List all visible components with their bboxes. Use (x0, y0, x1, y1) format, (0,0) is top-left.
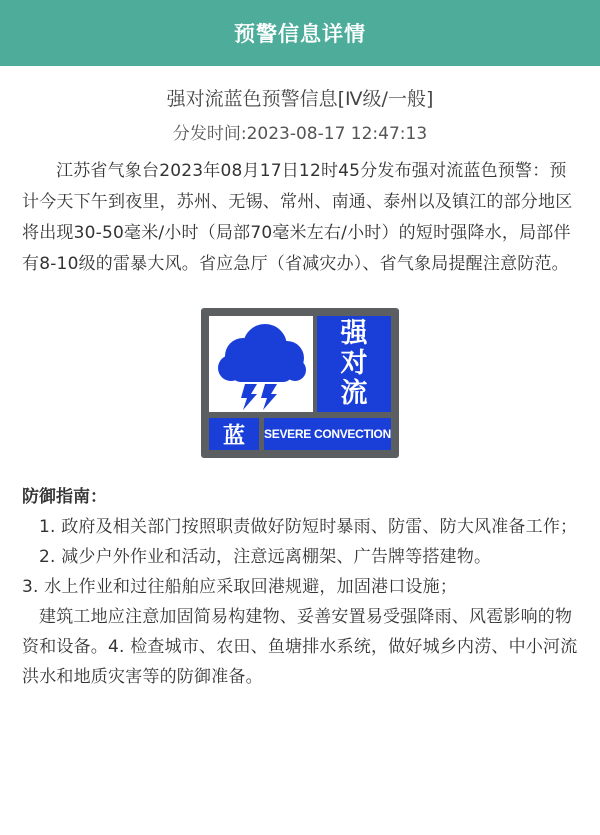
guide-body (22, 512, 578, 692)
page-header (0, 0, 600, 66)
sign-char-3: 流 (340, 378, 368, 409)
guide-heading: 防御指南： (22, 487, 107, 507)
guide-item: 2. 减少户外作业和活动，注意远离棚架、广告牌等搭建物。 (39, 547, 492, 567)
warning-body: 江苏省气象台2023年08月17日12时45分发布强对流蓝色预警：预计今天下午到夜里，苏州、无锡、常州、南通、泰州以及镇江的部分地区将出现30-50毫米/小时（局部70毫米左右/小时）的短时强降水，局部伴有8-10级的雷暴大风。省应急厅（省减灾办）、省气象局提醒注意防范。 (22, 161, 573, 274)
publish-time: 分发时间:2023-08-17 12:47:13 (172, 124, 428, 144)
guide-item: 1. 政府及相关部门按照职责做好防短时暴雨、防雷、防大风准备工作； (39, 517, 578, 537)
guide-item: 建筑工地应注意加固简易构建物、妥善安置易受强降雨、风雹影响的物资和设备。4. 检查城市、农田、鱼塘排水系统，做好城乡内涝、中小河流洪水和地质灾害等的防御准备。 (22, 607, 578, 687)
warning-sign-container (0, 308, 600, 458)
thunderstorm-cloud-icon (209, 316, 313, 412)
warning-sign (201, 308, 399, 458)
sign-english-label: SEVERE CONVECTION (264, 418, 391, 450)
warning-title: 强对流蓝色预警信息[Ⅳ级/一般] (166, 88, 434, 110)
sign-char-1: 强 (340, 318, 368, 349)
sign-level-label: 蓝 (209, 418, 259, 450)
sign-chinese-label (317, 316, 391, 412)
page-title: 预警信息详情 (234, 22, 366, 46)
warning-content (0, 86, 600, 692)
sign-char-2: 对 (340, 348, 368, 379)
guide-item: 3. 水上作业和过往船舶应采取回港规避，加固港口设施； (22, 577, 458, 597)
